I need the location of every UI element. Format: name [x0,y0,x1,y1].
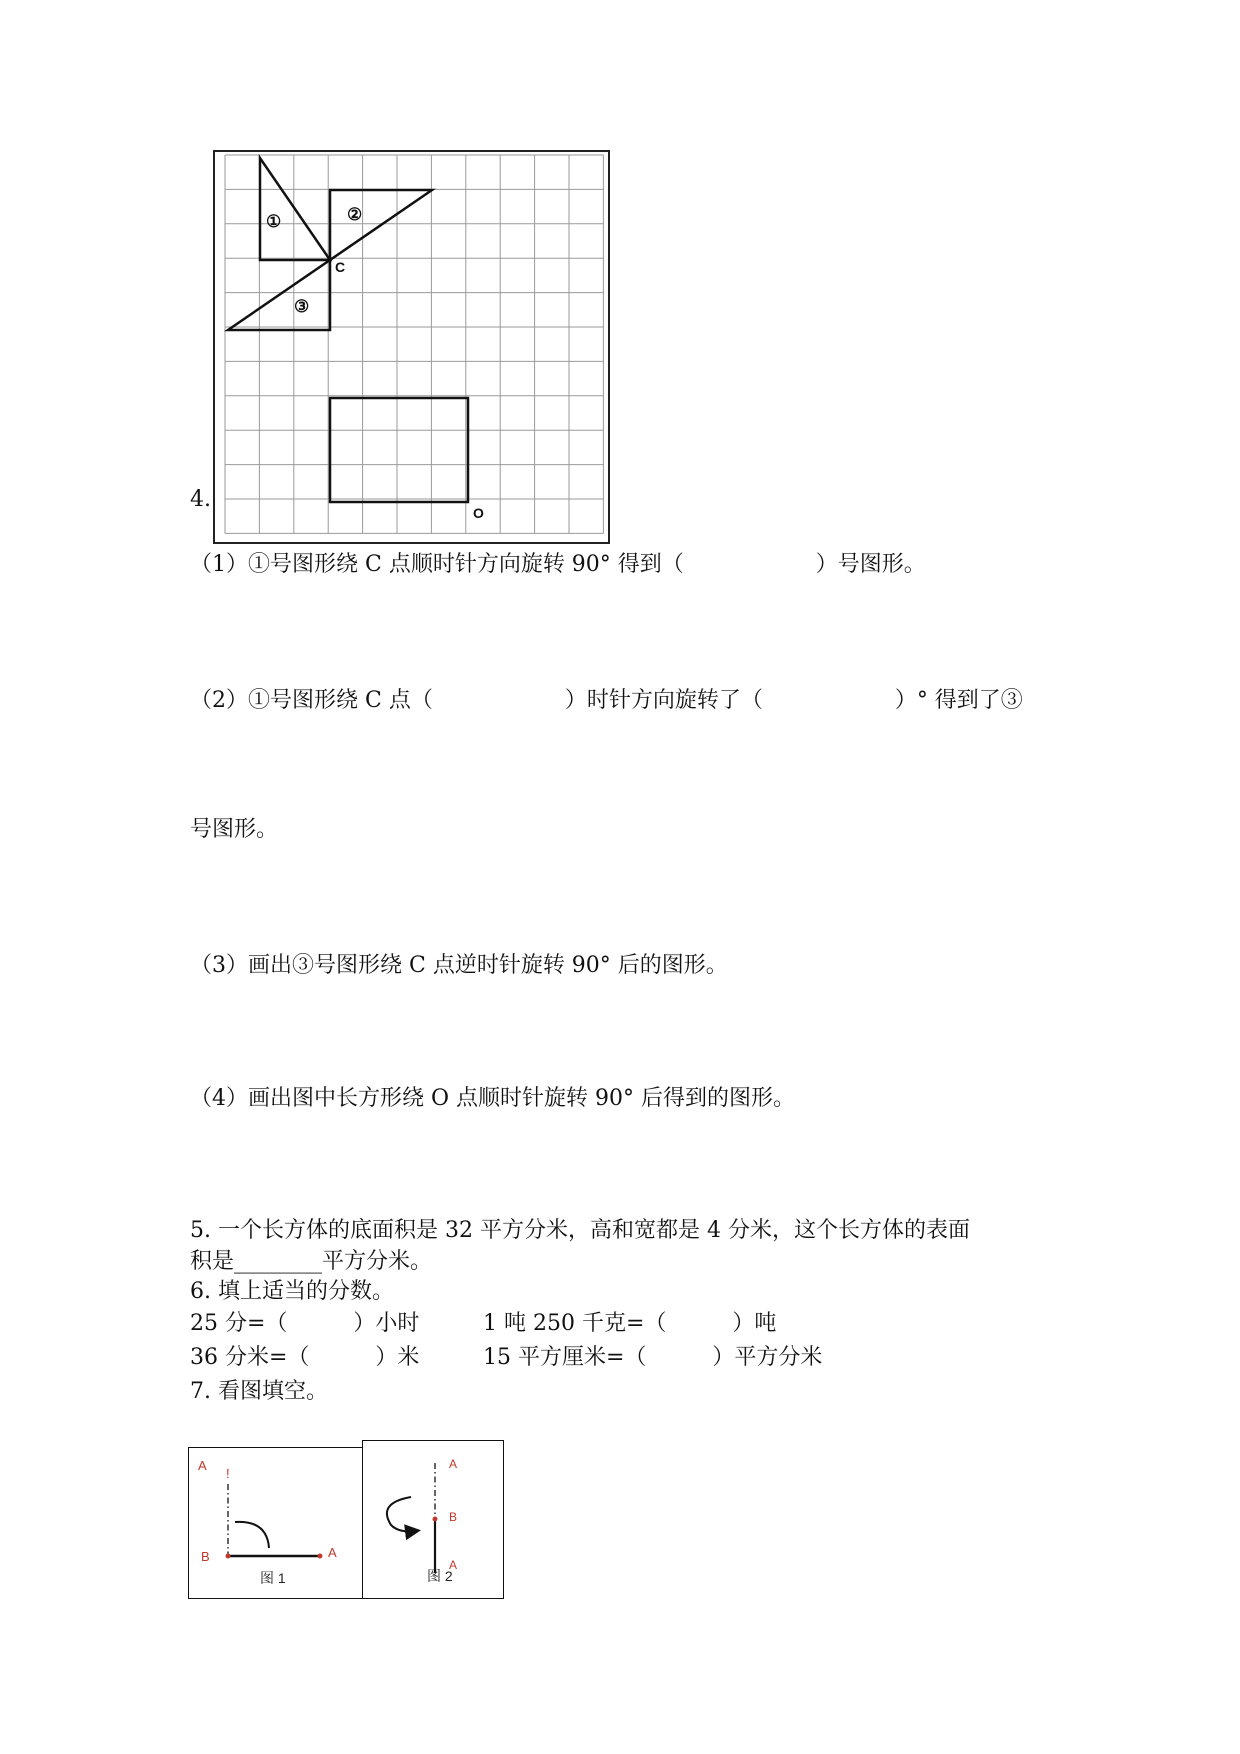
triangle-3 [228,260,330,330]
grid-svg [215,152,608,542]
rotation-grid-figure [213,150,610,544]
fig1-point-b [226,1554,231,1559]
q6-title: 6. 填上适当的分数。 [190,1279,394,1304]
label-point-c: C [335,259,346,275]
triangle-2 [330,190,432,260]
q5-prefix: 积是 [190,1249,235,1274]
fig2-caption: 图 2 [427,1568,453,1584]
fig1-rotation-arc [235,1522,269,1548]
figure-1 [188,1447,363,1599]
fig2-rotation-arrow [387,1497,415,1531]
figure-2-svg [363,1441,502,1597]
q6-item-2: 1 吨 250 千克=（ ）吨 [483,1311,777,1336]
fig1-label-a-right: A [328,1545,337,1560]
fig2-label-b: B [449,1510,458,1524]
fig1-label-a-top: A [198,1458,207,1473]
figure-1-svg [189,1448,361,1597]
question-4-number: 4. [190,487,211,512]
q5-suffix: 平方分米。 [322,1249,433,1274]
triangle-1 [260,158,330,260]
q5-line2 [190,1247,432,1277]
label-shape-1: ① [266,212,282,231]
rectangle-shape [330,398,468,502]
q4-sub4: （4）画出图中长方形绕 O 点顺时针旋转 90° 后得到的图形。 [190,1086,796,1111]
q6-item-3: 36 分米=（ ）米 [190,1345,420,1370]
fig1-label-b: B [201,1549,210,1564]
label-point-o: O [473,505,484,521]
q4-sub2-line2: 号图形。 [190,817,279,842]
figure-2 [362,1440,504,1599]
fig2-label-a-bottom: A [449,1558,458,1572]
q4-sub2-line1: （2）①号图形绕 C 点（ ）时针方向旋转了（ ）° 得到了③ [190,688,1023,713]
q7-title: 7. 看图填空。 [190,1379,328,1404]
q5-line1: 5. 一个长方体的底面积是 32 平方分米，高和宽都是 4 分米，这个长方体的表面 [190,1218,970,1243]
fig2-point-b [433,1517,438,1522]
q5-answer-blank[interactable]: ________ [234,1249,323,1274]
fig1-point-a [318,1554,323,1559]
label-shape-2: ② [347,205,363,224]
fig2-label-a-top: A [449,1457,458,1471]
grid-lines [225,155,603,533]
q4-sub3: （3）画出③号图形绕 C 点逆时针旋转 90° 后的图形。 [190,953,728,978]
label-shape-3: ③ [294,297,310,316]
fig1-mark: ! [226,1466,230,1481]
q6-item-4: 15 平方厘米=（ ）平方分米 [483,1345,823,1370]
fig1-caption: 图 1 [260,1570,286,1586]
q6-item-1: 25 分=（ ）小时 [190,1311,420,1336]
q4-sub1: （1）①号图形绕 C 点顺时针方向旋转 90° 得到（ ）号图形。 [190,552,926,577]
